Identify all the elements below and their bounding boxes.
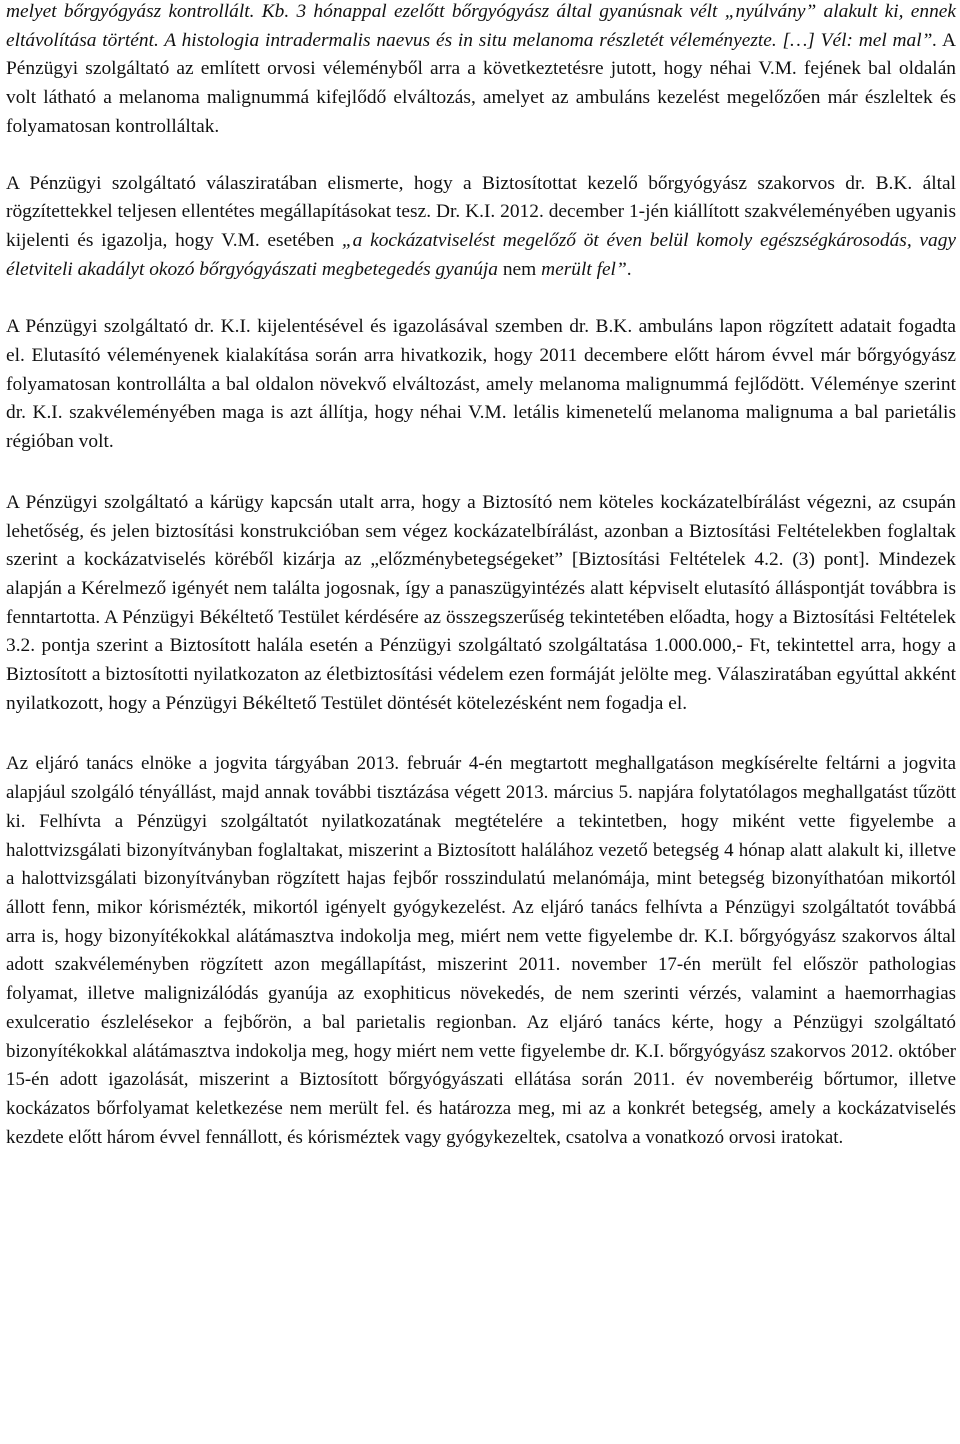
- quoted-medical-text: merült fel”: [541, 258, 627, 280]
- document-body: [6, 0, 956, 1152]
- paragraph-1: [6, 0, 956, 142]
- paragraph-3: [6, 313, 956, 457]
- paragraph-text: .: [626, 258, 632, 280]
- paragraph-2: [6, 170, 956, 285]
- paragraph-text: A Pénzügyi szolgáltató az említett orvosi véleményből arra a következtetésre jutott, hogy néhai V.M. fejének bal oldalán volt látható a melanoma malignummá kifejlődő elváltozás, amelyet az ambuláns kezelést megelőzően már észleltek és folyamatosan kontrolláltak.: [6, 29, 956, 137]
- paragraph-4: [6, 489, 956, 719]
- paragraph-text: A Pénzügyi szolgáltató dr. K.I. kijelentésével és igazolásával szemben dr. B.K. ambuláns lapon rögzített adatait fogadta el. Elutasító véleményenek kialakítása során arra hivatkozik, hogy 2011 decembere előtt három évvel már bőrgyógyász folyamatosan kontrollálta a bal oldalon növekvő elváltozást, amely melanoma malignummá fejlődött. Véleménye szerint dr. K.I. szakvéleményében maga is azt állítja, hogy néhai V.M. letális kimenetelű melanoma malignuma a bal parietális régióban volt.: [6, 316, 956, 453]
- quoted-medical-text: melyet bőrgyógyász kontrollált. Kb. 3 hónappal ezelőtt bőrgyógyász által gyanúsnak vélt „nyúlvány” alakult ki, ennek eltávolítása történt. A histologia intradermalis naevus és in situ melanoma részletét véleményezte. […] Vél: mel mal”.: [6, 1, 956, 51]
- paragraph-text: nem: [498, 258, 542, 280]
- paragraph-5: [6, 750, 956, 1152]
- paragraph-text: A Pénzügyi szolgáltató a kárügy kapcsán utalt arra, hogy a Biztosító nem köteles kockázatelbírálást végezni, az csupán lehetőség, és jelen biztosítási konstrukcióban sem végez kockázatelbírálást, azonban a Biztosítási Feltételekben foglaltak szerint a kockázatviselés köréből kizárja az „előzménybetegségeket” [Biztosítási Feltételek 4.2. (3) pont]. Mindezek alapján a Kérelmező igényét nem találta jogosnak, így a panaszügyintézés alatt képviselt elutasító álláspontját továbbra is fenntartotta. A Pénzügyi Békéltető Testület kérdésére az összegszerűség tekintetében előadta, hogy a Biztosítási Feltételek 3.2. pontja szerint a Biztosított halála esetén a Pénzügyi szolgáltató szolgáltatása 1.000.000,- Ft, tekintettel arra, hogy a Biztosított a biztosítotti nyilatkozaton az életbiztosítási védelem ezen formáját jelölte meg. Válasziratában egyúttal akként nyilatkozott, hogy a Pénzügyi Békéltető Testület döntését kötelezésként nem fogadja el.: [6, 491, 956, 714]
- paragraph-text: Az eljáró tanács elnöke a jogvita tárgyában 2013. február 4-én megtartott meghallgatáson megkísérelte feltárni a jogvita alapjául szolgáló tényállást, majd annak további tisztázása végett 2013. március 5. napjára folytatólagos meghallgatást tűzött ki. Felhívta a Pénzügyi szolgáltatót nyilatkozatának megtételére a tekintetben, hogy miként vette figyelembe a halottvizsgálati bizonyítványban foglaltakat, miszerint a Biztosított halálához vezető betegség 4 hónap alatt alakult ki, illetve a halottvizsgálati bizonyítványban rögzített hajas fejbőr rosszindulatú melanómája, mint betegség bizonyíthatóan mikortól állott fenn, mikor kórismézték, mikortól igényelt gyógykezelést. Az eljáró tanács felhívta a Pénzügyi szolgáltatót továbbá arra is, hogy bizonyítékokkal alátámasztva indokolja meg, miért nem vette figyelembe dr. K.I. bőrgyógyász szakorvos által adott szakvéleményben rögzített azon megállapítást, miszerint 2011. november 17-én merült fel először pathologias folyamat, illetve malignizálódás gyanúja az exophiticus növekedés, de nem szerinti vérzés, valamint a haemorrhagias exulceratio észlelésekor a fejbőrön, a bal parietalis regionban. Az eljáró tanács kérte, hogy a Pénzügyi szolgáltató bizonyítékokkal alátámasztva indokolja meg, hogy miért nem vette figyelembe dr. K.I. bőrgyógyász szakorvos 2012. október 15-én adott igazolását, miszerint a Biztosított bőrgyógyászati ellátása során 2011. év novemberéig bőrtumor, illetve kockázatos bőrfolyamat keletkezése nem merült fel. és határozza meg, mi az a konkrét betegség, amely a kockázatviselés kezdete előtt három évvel fennállott, és kórisméztek vagy gyógykezeltek, csatolva a vonatkozó orvosi iratokat.: [6, 753, 956, 1148]
- quoted-medical-text: „a kockázatviselést megelőző öt éven belül komoly egészségkárosodás, vagy életviteli akadályt okozó bőrgyógyászati megbetegedés gyanúja: [6, 229, 956, 280]
- paragraph-text: A Pénzügyi szolgáltató válasziratában elismerte, hogy a Biztosítottat kezelő bőrgyógyász szakorvos dr. B.K. által rögzítettekkel teljesen ellentétes megállapításokat tesz. Dr. K.I. 2012. december 1-jén kiállított szakvéleményében ugyanis kijelenti és igazolja, hogy V.M. esetében: [6, 172, 956, 251]
